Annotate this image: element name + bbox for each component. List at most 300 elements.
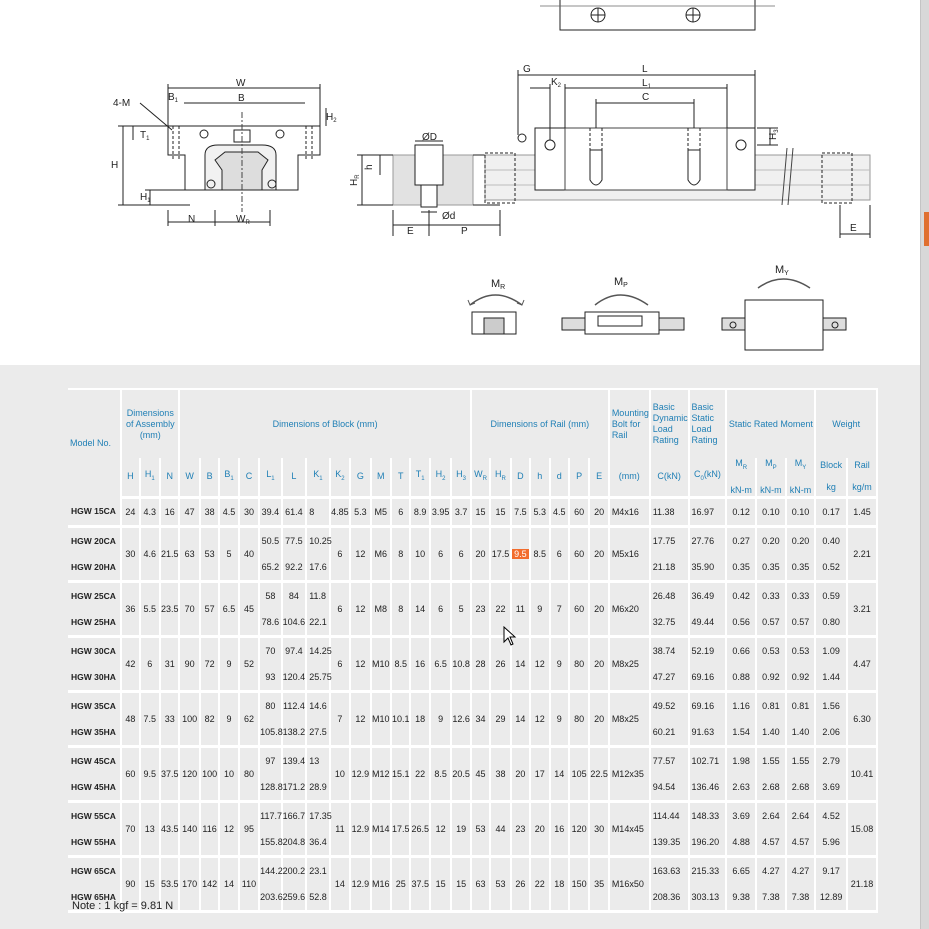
- table-cell: 10: [410, 526, 429, 581]
- table-cell: 112.4: [282, 691, 307, 719]
- table-cell: 23: [511, 801, 530, 856]
- dim-n: N: [188, 214, 196, 225]
- col-moment: Static Rated Moment: [726, 389, 815, 458]
- group-25: [68, 581, 877, 636]
- table-cell: 30: [121, 526, 139, 581]
- table-cell: M12: [371, 746, 391, 801]
- table-cell: 21.5: [160, 526, 179, 581]
- dim-hr: $H_R$: [349, 174, 361, 186]
- table-cell: HGW 25HA: [68, 609, 121, 637]
- table-cell: 11: [511, 581, 530, 636]
- table-cell: 80: [239, 746, 259, 801]
- table-cell: 90: [179, 636, 199, 691]
- col-l1: $L_1$: [259, 458, 281, 497]
- table-cell: M10: [371, 691, 391, 746]
- table-cell: 12: [430, 801, 451, 856]
- table-cell: 14.6: [306, 691, 330, 719]
- table-cell: 26.48: [650, 581, 689, 609]
- table-cell: 47: [179, 497, 199, 526]
- table-cell: 38.74: [650, 636, 689, 664]
- group-35: [68, 691, 877, 746]
- table-cell: 22.1: [306, 609, 330, 637]
- table-cell: 27.76: [689, 526, 727, 554]
- table-cell: 117.7: [259, 801, 281, 829]
- table-cell: 58: [259, 581, 281, 609]
- table-cell: HGW 65CA: [68, 856, 121, 884]
- col-h2: $H_2$: [430, 458, 451, 497]
- table-cell: 40: [239, 526, 259, 581]
- col-my: $M_Y$ kN-m: [786, 458, 816, 497]
- table-cell: 10.1: [391, 691, 410, 746]
- table-cell: 4.47: [847, 636, 877, 691]
- moment-label-my: MY: [775, 264, 789, 277]
- col-bolt-unit: (mm): [609, 458, 650, 497]
- dim-od: ØD: [422, 132, 437, 143]
- table-cell: 171.2: [282, 774, 307, 802]
- col-h-small: h: [530, 458, 549, 497]
- table-cell: 6: [430, 581, 451, 636]
- table-cell: 4.27: [786, 856, 816, 884]
- table-cell: 6: [391, 497, 410, 526]
- col-dynamic: Basic Dynamic Load Rating: [650, 389, 689, 458]
- table-cell: 5.5: [140, 581, 160, 636]
- table-cell: 78.6: [259, 609, 281, 637]
- table-cell: 60: [569, 497, 589, 526]
- mouse-pointer-icon: [503, 626, 517, 651]
- table-cell: 21.18: [650, 554, 689, 582]
- table-cell: 18: [410, 691, 429, 746]
- group-15: [68, 497, 877, 526]
- table-cell: HGW 20CA: [68, 526, 121, 554]
- table-cell: 102.71: [689, 746, 727, 774]
- table-cell: M16: [371, 856, 391, 911]
- table-cell: M6: [371, 526, 391, 581]
- table-cell: 100: [179, 691, 199, 746]
- table-cell: 10: [330, 746, 350, 801]
- table-cell: 120: [179, 746, 199, 801]
- table-cell: 14: [219, 856, 238, 911]
- table-cell: 6: [430, 526, 451, 581]
- table-cell: 4.5: [550, 497, 569, 526]
- table-cell: 57: [200, 581, 219, 636]
- col-rail-weight: Rail kg/m: [847, 458, 877, 497]
- table-cell: M8: [371, 581, 391, 636]
- table-cell: 12: [219, 801, 238, 856]
- table-cell: 6.5: [430, 636, 451, 691]
- table-cell: 1.45: [847, 497, 877, 526]
- table-cell: 0.35: [726, 554, 756, 582]
- table-cell: 13: [140, 801, 160, 856]
- table-cell: 120: [569, 801, 589, 856]
- table-cell: 14: [511, 636, 530, 691]
- table-cell: 6.5: [219, 581, 238, 636]
- dim-c: C: [642, 92, 650, 103]
- table-cell: 12.89: [815, 884, 847, 912]
- table-cell: 16: [550, 801, 569, 856]
- table-cell: 148.33: [689, 801, 727, 829]
- group-65: [68, 856, 877, 911]
- table-cell: 21.18: [847, 856, 877, 911]
- table-cell: 50.5: [259, 526, 281, 554]
- table-cell: HGW 45CA: [68, 746, 121, 774]
- dim-e-right: E: [850, 223, 857, 234]
- table-cell: 27.5: [306, 719, 330, 747]
- table-cell: 26.5: [410, 801, 429, 856]
- table-cell: 17: [530, 746, 549, 801]
- table-cell: 0.40: [815, 526, 847, 554]
- table-cell: 8.5: [391, 636, 410, 691]
- table-row: [68, 691, 877, 719]
- table-cell: 30: [239, 497, 259, 526]
- table-cell: 6: [330, 636, 350, 691]
- table-cell: 97.4: [282, 636, 307, 664]
- table-cell: 12: [350, 526, 370, 581]
- table-cell: 1.98: [726, 746, 756, 774]
- col-weight: Weight: [815, 389, 877, 458]
- table-cell: 9.17: [815, 856, 847, 884]
- table-cell: 2.21: [847, 526, 877, 581]
- dim-b: B: [238, 93, 245, 104]
- table-cell: 0.56: [726, 609, 756, 637]
- dim-od-small: Ød: [442, 211, 456, 222]
- table-cell: 0.57: [756, 609, 786, 637]
- table-cell: 166.7: [282, 801, 307, 829]
- table-cell: 60: [569, 581, 589, 636]
- table-cell: 0.92: [786, 664, 816, 692]
- table-cell: 20: [589, 497, 608, 526]
- table-cell: 2.06: [815, 719, 847, 747]
- table-cell: 17.6: [306, 554, 330, 582]
- table-cell: 8: [391, 526, 410, 581]
- table-cell: 12: [530, 691, 549, 746]
- table-cell: 25: [391, 856, 410, 911]
- table-cell: 8.5: [530, 526, 549, 581]
- table-cell: 20: [589, 526, 608, 581]
- col-p: P: [569, 458, 589, 497]
- table-cell: 12: [530, 636, 549, 691]
- table-cell: 7: [330, 691, 350, 746]
- table-row: [68, 856, 877, 884]
- col-m: M: [371, 458, 391, 497]
- table-cell: 16: [410, 636, 429, 691]
- table-cell: 5.96: [815, 829, 847, 857]
- table-cell: 4.57: [756, 829, 786, 857]
- dim-t1: $T_1$: [140, 130, 150, 142]
- table-cell: 136.46: [689, 774, 727, 802]
- table-cell: 259.6: [282, 884, 307, 912]
- table-cell: HGW 25CA: [68, 581, 121, 609]
- table-cell: 63: [179, 526, 199, 581]
- scrollbar[interactable]: [920, 0, 929, 929]
- table-cell: 20: [589, 691, 608, 746]
- col-bolt: Mounting Bolt for Rail: [609, 389, 650, 458]
- table-cell: 31: [160, 636, 179, 691]
- table-cell: 3.95: [430, 497, 451, 526]
- table-cell: 170: [179, 856, 199, 911]
- table-cell: 36.4: [306, 829, 330, 857]
- dim-rail-h: h: [364, 164, 375, 170]
- table-cell: 0.33: [786, 581, 816, 609]
- table-cell: 1.55: [756, 746, 786, 774]
- table-cell: 48: [121, 691, 139, 746]
- table-cell: 8.9: [410, 497, 429, 526]
- moment-icon-mp: [562, 295, 684, 334]
- table-row: [68, 636, 877, 664]
- moment-icon-my: [722, 279, 846, 350]
- table-cell: 7.5: [511, 497, 530, 526]
- table-cell: 6: [330, 526, 350, 581]
- table-cell: 114.44: [650, 801, 689, 829]
- table-cell: 19: [451, 801, 470, 856]
- table-cell: 2.68: [756, 774, 786, 802]
- table-cell: 3.21: [847, 581, 877, 636]
- table-cell: 1.09: [815, 636, 847, 664]
- table-cell: 139.4: [282, 746, 307, 774]
- table-cell: HGW 20HA: [68, 554, 121, 582]
- col-n: N: [160, 458, 179, 497]
- table-cell: 5.3: [350, 497, 370, 526]
- table-cell: 49.52: [650, 691, 689, 719]
- table-cell: HGW 15CA: [68, 497, 121, 526]
- table-cell: 208.36: [650, 884, 689, 912]
- table-cell: 0.57: [786, 609, 816, 637]
- table-cell: 20: [589, 581, 608, 636]
- table-cell: M14: [371, 801, 391, 856]
- table-cell: 3.69: [726, 801, 756, 829]
- table-cell: HGW 55HA: [68, 829, 121, 857]
- table-cell: 63: [471, 856, 490, 911]
- table-cell: 100: [200, 746, 219, 801]
- table-cell: 120.4: [282, 664, 307, 692]
- table-cell: 14.25: [306, 636, 330, 664]
- table-cell: 105.8: [259, 719, 281, 747]
- scrollbar-thumb[interactable]: [924, 212, 929, 246]
- table-cell: 18: [550, 856, 569, 911]
- table-cell: 10.8: [451, 636, 470, 691]
- table-cell: 47.27: [650, 664, 689, 692]
- table-cell: 20: [471, 526, 490, 581]
- table-cell: HGW 65HA: [68, 884, 121, 912]
- table-cell: 15: [471, 497, 490, 526]
- table-cell: 7.38: [756, 884, 786, 912]
- table-cell: 0.35: [756, 554, 786, 582]
- col-rail: Dimensions of Rail (mm): [471, 389, 609, 458]
- table-cell: M10: [371, 636, 391, 691]
- table-cell: 14: [511, 691, 530, 746]
- table-cell: 28.9: [306, 774, 330, 802]
- table-cell: M12x35: [609, 746, 650, 801]
- table-cell: 22.5: [589, 746, 608, 801]
- col-b1: $B_1$: [219, 458, 238, 497]
- table-cell: 0.17: [815, 497, 847, 526]
- col-h: H: [121, 458, 139, 497]
- table-cell: 0.88: [726, 664, 756, 692]
- table-cell: 15.08: [847, 801, 877, 856]
- table-cell: 80: [569, 636, 589, 691]
- col-assembly: Dimensions of Assembly (mm): [121, 389, 179, 458]
- table-cell: 105: [569, 746, 589, 801]
- table-cell: 6.65: [726, 856, 756, 884]
- table-cell: 0.20: [786, 526, 816, 554]
- table-cell: M4x16: [609, 497, 650, 526]
- long-side-view: [485, 70, 870, 238]
- table-cell: 5: [451, 581, 470, 636]
- dim-e-left: E: [407, 226, 414, 237]
- table-cell: 70: [179, 581, 199, 636]
- table-cell: 204.8: [282, 829, 307, 857]
- col-t: T: [391, 458, 410, 497]
- table-cell: 70: [121, 801, 139, 856]
- table-cell: 4.88: [726, 829, 756, 857]
- table-cell: 12.9: [350, 746, 370, 801]
- table-cell: 0.80: [815, 609, 847, 637]
- table-cell: 128.8: [259, 774, 281, 802]
- table-cell: 60: [121, 746, 139, 801]
- table-cell: 1.44: [815, 664, 847, 692]
- table-cell: 20: [589, 636, 608, 691]
- table-cell: 38: [200, 497, 219, 526]
- table-cell: 16: [160, 497, 179, 526]
- dim-w: W: [236, 78, 246, 89]
- table-cell: 6: [140, 636, 160, 691]
- spec-table: [68, 388, 878, 913]
- dim-h3: $H_3$: [768, 129, 780, 140]
- table-cell: 4.27: [756, 856, 786, 884]
- table-cell: 20.5: [451, 746, 470, 801]
- table-cell: 116: [200, 801, 219, 856]
- table-row: [68, 526, 877, 554]
- table-cell: 77.5: [282, 526, 307, 554]
- table-cell: HGW 35CA: [68, 691, 121, 719]
- table-cell: 16.97: [689, 497, 727, 526]
- table-cell: 52: [239, 636, 259, 691]
- table-cell: 155.8: [259, 829, 281, 857]
- table-cell: 0.10: [786, 497, 816, 526]
- table-cell: 9: [530, 581, 549, 636]
- col-mp: $M_P$ kN-m: [756, 458, 786, 497]
- col-c: C: [239, 458, 259, 497]
- table-cell: 4.3: [140, 497, 160, 526]
- table-cell: 94.54: [650, 774, 689, 802]
- dim-l: L: [642, 64, 648, 75]
- table-cell: HGW 30CA: [68, 636, 121, 664]
- table-cell: 32.75: [650, 609, 689, 637]
- table-cell: 1.56: [815, 691, 847, 719]
- table-cell: 7.5: [140, 691, 160, 746]
- table-cell: 35.90: [689, 554, 727, 582]
- table-cell: HGW 55CA: [68, 801, 121, 829]
- table-cell: 139.35: [650, 829, 689, 857]
- table-cell: 62: [239, 691, 259, 746]
- footnote: Note : 1 kgf = 9.81 N: [72, 900, 174, 912]
- dim-p: P: [461, 226, 468, 237]
- table-cell: 36: [121, 581, 139, 636]
- table-cell: 1.54: [726, 719, 756, 747]
- table-cell: 80: [259, 691, 281, 719]
- table-cell: 4.57: [786, 829, 816, 857]
- table-cell: 15: [140, 856, 160, 911]
- table-cell: 8: [306, 497, 330, 526]
- table-cell: 84: [282, 581, 307, 609]
- col-wr: $W_R$: [471, 458, 490, 497]
- table-cell: 28: [471, 636, 490, 691]
- table-cell: 49.44: [689, 609, 727, 637]
- table-cell: 60.21: [650, 719, 689, 747]
- table-cell: 3.69: [815, 774, 847, 802]
- table-cell: M16x50: [609, 856, 650, 911]
- table-cell: 17.75: [650, 526, 689, 554]
- dim-g: G: [523, 64, 531, 75]
- col-block: Dimensions of Block (mm): [179, 389, 470, 458]
- table-cell: 69.16: [689, 691, 727, 719]
- table-cell: 104.6: [282, 609, 307, 637]
- dim-h1: $H_1$: [140, 192, 151, 204]
- table-cell: 9: [550, 691, 569, 746]
- table-cell: 163.63: [650, 856, 689, 884]
- table-cell: M8x25: [609, 636, 650, 691]
- table-cell: 0.81: [756, 691, 786, 719]
- table-cell: 10.41: [847, 746, 877, 801]
- table-cell: 77.57: [650, 746, 689, 774]
- table-cell: 20: [511, 746, 530, 801]
- col-k1: $K_1$: [306, 458, 330, 497]
- table-row: [68, 497, 877, 526]
- col-h3: $H_3$: [451, 458, 470, 497]
- table-cell: 39.4: [259, 497, 281, 526]
- table-cell: 23: [471, 581, 490, 636]
- table-cell: 65.2: [259, 554, 281, 582]
- table-cell: 93: [259, 664, 281, 692]
- moment-icon-mr: [468, 295, 524, 334]
- table-cell: 26: [511, 856, 530, 911]
- col-l: L: [282, 458, 307, 497]
- table-cell: 52.19: [689, 636, 727, 664]
- table-cell: 1.55: [786, 746, 816, 774]
- table-cell: 15: [490, 497, 510, 526]
- table-cell: 43.5: [160, 801, 179, 856]
- table-cell: 24: [121, 497, 139, 526]
- table-cell: 0.53: [756, 636, 786, 664]
- table-cell: 9: [219, 636, 238, 691]
- table-cell: 2.64: [756, 801, 786, 829]
- table-cell: [511, 526, 530, 581]
- col-d-big: D: [511, 458, 530, 497]
- table-cell: HGW 35HA: [68, 719, 121, 747]
- table-cell: 53: [200, 526, 219, 581]
- table-cell: 0.33: [756, 581, 786, 609]
- dim-4m: 4-M: [113, 98, 131, 109]
- table-cell: 91.63: [689, 719, 727, 747]
- table-cell: 12.9: [350, 801, 370, 856]
- col-g: G: [350, 458, 370, 497]
- table-cell: 0.52: [815, 554, 847, 582]
- col-k2: $K_2$: [330, 458, 350, 497]
- table-cell: 95: [239, 801, 259, 856]
- top-block-fragment: [540, 0, 775, 30]
- table-cell: 4.6: [140, 526, 160, 581]
- table-cell: 6: [550, 526, 569, 581]
- table-cell: 140: [179, 801, 199, 856]
- group-30: [68, 636, 877, 691]
- table-cell: 35: [589, 856, 608, 911]
- table-cell: 1.40: [786, 719, 816, 747]
- table-cell: 69.16: [689, 664, 727, 692]
- table-cell: 11: [330, 801, 350, 856]
- table-cell: 7: [550, 581, 569, 636]
- table-cell: 2.64: [786, 801, 816, 829]
- table-cell: 0.92: [756, 664, 786, 692]
- table-cell: 1.16: [726, 691, 756, 719]
